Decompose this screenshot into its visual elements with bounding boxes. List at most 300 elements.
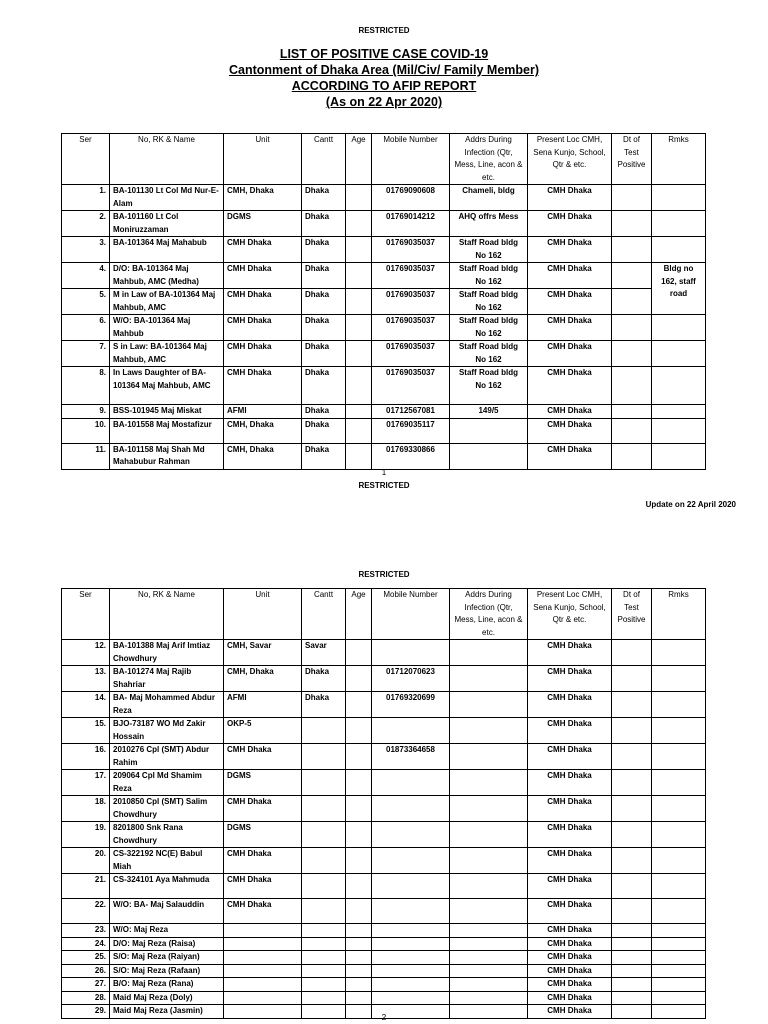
cell-cantt <box>302 874 346 899</box>
table-row <box>62 640 706 666</box>
cell-rmks <box>652 443 706 469</box>
cell-ser: 18. <box>62 796 110 822</box>
table-row <box>62 924 706 938</box>
cell-age <box>346 899 372 924</box>
cell-rmks <box>652 924 706 938</box>
cell-rmks <box>652 237 706 263</box>
cell-addr <box>450 692 528 718</box>
cell-addr <box>450 640 528 666</box>
cell-dt <box>612 848 652 874</box>
cell-name: CS-324101 Aya Mahmuda <box>110 874 224 899</box>
cell-unit: CMH Dhaka <box>224 289 302 315</box>
cell-age <box>346 367 372 405</box>
document-title <box>0 46 768 110</box>
cell-cantt <box>302 978 346 992</box>
cell-addr <box>450 770 528 796</box>
cell-dt <box>612 744 652 770</box>
cell-rmks <box>652 874 706 899</box>
cell-age <box>346 692 372 718</box>
cell-loc: CMH Dhaka <box>528 978 612 992</box>
column-header-cantt: Cantt <box>302 589 346 640</box>
column-header-dt: Dt of Test Positive <box>612 589 652 640</box>
classification-top-1: RESTRICTED <box>358 26 410 35</box>
cell-dt <box>612 237 652 263</box>
cell-ser: 3. <box>62 237 110 263</box>
cell-addr <box>450 418 528 443</box>
cell-ser: 23. <box>62 924 110 938</box>
cell-rmks <box>652 899 706 924</box>
cell-mobile: 01769014212 <box>372 211 450 237</box>
cell-mobile <box>372 924 450 938</box>
cell-ser: 1. <box>62 185 110 211</box>
cell-mobile: 01769035037 <box>372 237 450 263</box>
cell-unit: CMH Dhaka <box>224 848 302 874</box>
cell-mobile: 01769035037 <box>372 341 450 367</box>
cell-mobile <box>372 951 450 965</box>
cell-dt <box>612 937 652 951</box>
table-row <box>62 978 706 992</box>
cell-rmks <box>652 640 706 666</box>
cell-cantt: Savar <box>302 640 346 666</box>
cell-age <box>346 951 372 965</box>
cell-ser: 22. <box>62 899 110 924</box>
cell-ser: 29. <box>62 1005 110 1019</box>
cell-mobile: 01769035037 <box>372 289 450 315</box>
cell-dt <box>612 796 652 822</box>
cell-name: BJO-73187 WO Md Zakir Hossain <box>110 718 224 744</box>
cell-name: 2010276 Cpl (SMT) Abdur Rahim <box>110 744 224 770</box>
cell-dt <box>612 185 652 211</box>
cell-cantt <box>302 744 346 770</box>
cell-loc: CMH Dhaka <box>528 937 612 951</box>
column-header-addr: Addrs During Infection (Qtr, Mess, Line, acon & etc. <box>450 589 528 640</box>
cell-rmks <box>652 341 706 367</box>
cell-loc: CMH Dhaka <box>528 263 612 289</box>
positive-case-table-2 <box>61 588 706 1019</box>
cell-addr <box>450 937 528 951</box>
cell-mobile <box>372 991 450 1005</box>
cell-mobile: 01769035037 <box>372 263 450 289</box>
cell-addr <box>450 951 528 965</box>
cell-age <box>346 418 372 443</box>
cell-dt <box>612 443 652 469</box>
cell-addr: Staff Road bldg No 162 <box>450 367 528 405</box>
cell-mobile <box>372 718 450 744</box>
cell-dt <box>612 640 652 666</box>
cell-ser: 27. <box>62 978 110 992</box>
cell-cantt <box>302 991 346 1005</box>
cell-addr: Chameli, bldg <box>450 185 528 211</box>
cell-dt <box>612 978 652 992</box>
cell-mobile: 01873364658 <box>372 744 450 770</box>
cell-mobile <box>372 796 450 822</box>
page-number-1: 1 <box>381 468 387 477</box>
cell-age <box>346 718 372 744</box>
cell-age <box>346 289 372 315</box>
cell-unit: DGMS <box>224 211 302 237</box>
cell-dt <box>612 770 652 796</box>
cell-rmks <box>652 951 706 965</box>
cell-ser: 6. <box>62 315 110 341</box>
cell-loc: CMH Dhaka <box>528 418 612 443</box>
cell-mobile: 01769320699 <box>372 692 450 718</box>
cell-dt <box>612 341 652 367</box>
cell-age <box>346 964 372 978</box>
cell-age <box>346 405 372 419</box>
cell-dt <box>612 692 652 718</box>
cell-age <box>346 640 372 666</box>
table-row <box>62 666 706 692</box>
column-header-cantt: Cantt <box>302 134 346 185</box>
cell-dt <box>612 418 652 443</box>
table-row <box>62 991 706 1005</box>
cell-addr: Staff Road bldg No 162 <box>450 289 528 315</box>
cell-name: BA-101130 Lt Col Md Nur-E-Alam <box>110 185 224 211</box>
column-header-age: Age <box>346 134 372 185</box>
cell-loc: CMH Dhaka <box>528 289 612 315</box>
cell-dt <box>612 315 652 341</box>
column-header-mobile: Mobile Number <box>372 134 450 185</box>
cell-ser: 5. <box>62 289 110 315</box>
cell-age <box>346 822 372 848</box>
cell-unit: CMH Dhaka <box>224 899 302 924</box>
cell-rmks <box>652 964 706 978</box>
cell-cantt <box>302 964 346 978</box>
positive-case-table-1 <box>61 133 706 470</box>
cell-loc: CMH Dhaka <box>528 924 612 938</box>
cell-dt <box>612 951 652 965</box>
cell-mobile: 01769090608 <box>372 185 450 211</box>
table-row <box>62 185 706 211</box>
cell-rmks <box>652 744 706 770</box>
cell-age <box>346 991 372 1005</box>
column-header-addr: Addrs During Infection (Qtr, Mess, Line, acon & etc. <box>450 134 528 185</box>
cell-loc: CMH Dhaka <box>528 185 612 211</box>
cell-addr <box>450 924 528 938</box>
cell-addr: Staff Road bldg No 162 <box>450 263 528 289</box>
cell-addr: AHQ offrs Mess <box>450 211 528 237</box>
cell-age <box>346 315 372 341</box>
cell-dt <box>612 924 652 938</box>
cell-unit: CMH, Dhaka <box>224 418 302 443</box>
cell-addr <box>450 899 528 924</box>
cell-ser: 21. <box>62 874 110 899</box>
cell-mobile: 01769035117 <box>372 418 450 443</box>
table-row <box>62 418 706 443</box>
cell-mobile <box>372 899 450 924</box>
column-header-name: No, RK & Name <box>110 589 224 640</box>
cell-unit <box>224 951 302 965</box>
cell-age <box>346 443 372 469</box>
cell-loc: CMH Dhaka <box>528 991 612 1005</box>
cell-age <box>346 937 372 951</box>
table-row <box>62 744 706 770</box>
cell-name: BA-101274 Maj Rajib Shahriar <box>110 666 224 692</box>
cell-name: 2010850 Cpl (SMT) Salim Chowdhury <box>110 796 224 822</box>
cell-unit: DGMS <box>224 770 302 796</box>
column-header-dt: Dt of Test Positive <box>612 134 652 185</box>
table-row <box>62 718 706 744</box>
cell-loc: CMH Dhaka <box>528 964 612 978</box>
cell-ser: 28. <box>62 991 110 1005</box>
cell-cantt: Dhaka <box>302 692 346 718</box>
cell-loc: CMH Dhaka <box>528 744 612 770</box>
cell-mobile: 01769330866 <box>372 443 450 469</box>
cell-name: In Laws Daughter of BA-101364 Maj Mahbub, AMC <box>110 367 224 405</box>
cell-name: D/O: Maj Reza (Raisa) <box>110 937 224 951</box>
table-row <box>62 315 706 341</box>
cell-unit <box>224 964 302 978</box>
cell-unit: CMH Dhaka <box>224 263 302 289</box>
cell-dt <box>612 405 652 419</box>
cell-mobile: 01769035037 <box>372 367 450 405</box>
cell-age <box>346 796 372 822</box>
cell-addr <box>450 848 528 874</box>
cell-unit: AFMI <box>224 692 302 718</box>
cell-age <box>346 185 372 211</box>
cell-rmks <box>652 405 706 419</box>
cell-dt <box>612 822 652 848</box>
table-row <box>62 951 706 965</box>
cell-loc: CMH Dhaka <box>528 692 612 718</box>
cell-dt <box>612 899 652 924</box>
cell-rmks <box>652 937 706 951</box>
cell-loc: CMH Dhaka <box>528 315 612 341</box>
cell-ser: 19. <box>62 822 110 848</box>
cell-loc: CMH Dhaka <box>528 640 612 666</box>
title-line-2: Cantonment of Dhaka Area (Mil/Civ/ Family Member) <box>228 63 539 77</box>
cell-unit: CMH Dhaka <box>224 796 302 822</box>
cell-cantt <box>302 899 346 924</box>
cell-name: B/O: Maj Reza (Rana) <box>110 978 224 992</box>
cell-rmks <box>652 718 706 744</box>
cell-rmks <box>652 315 706 341</box>
cell-rmks <box>652 848 706 874</box>
table-row <box>62 899 706 924</box>
cell-cantt: Dhaka <box>302 405 346 419</box>
cell-mobile <box>372 964 450 978</box>
cell-name: BA-101364 Maj Mahabub <box>110 237 224 263</box>
cell-rmks <box>652 991 706 1005</box>
cell-addr <box>450 822 528 848</box>
column-header-mobile: Mobile Number <box>372 589 450 640</box>
cell-dt <box>612 964 652 978</box>
cell-cantt: Dhaka <box>302 666 346 692</box>
cell-name: S/O: Maj Reza (Raiyan) <box>110 951 224 965</box>
cell-dt <box>612 991 652 1005</box>
cell-ser: 15. <box>62 718 110 744</box>
cell-addr: Staff Road bldg No 162 <box>450 341 528 367</box>
table-row <box>62 964 706 978</box>
cell-rmks <box>652 185 706 211</box>
cell-cantt: Dhaka <box>302 367 346 405</box>
cell-loc: CMH Dhaka <box>528 211 612 237</box>
cell-age <box>346 666 372 692</box>
cell-mobile <box>372 874 450 899</box>
cell-cantt <box>302 718 346 744</box>
cell-addr <box>450 978 528 992</box>
cell-cantt: Dhaka <box>302 211 346 237</box>
cell-loc: CMH Dhaka <box>528 770 612 796</box>
cell-mobile: 01769035037 <box>372 315 450 341</box>
table-row <box>62 443 706 469</box>
cell-age <box>346 744 372 770</box>
cell-rmks <box>652 367 706 405</box>
table-row <box>62 937 706 951</box>
cell-name: BA-101160 Lt Col Moniruzzaman <box>110 211 224 237</box>
table-row <box>62 289 706 315</box>
table-row <box>62 367 706 405</box>
classification-top-2: RESTRICTED <box>358 570 410 579</box>
cell-dt <box>612 211 652 237</box>
table-row <box>62 211 706 237</box>
cell-cantt: Dhaka <box>302 263 346 289</box>
table-row <box>62 822 706 848</box>
cell-ser: 13. <box>62 666 110 692</box>
cell-age <box>346 770 372 796</box>
cell-unit: CMH, Dhaka <box>224 443 302 469</box>
cell-loc: CMH Dhaka <box>528 951 612 965</box>
table-header-row <box>62 589 706 640</box>
column-header-rmks: Rmks <box>652 134 706 185</box>
cell-age <box>346 237 372 263</box>
cell-ser: 11. <box>62 443 110 469</box>
cell-name: BA-101388 Maj Arif Imtiaz Chowdhury <box>110 640 224 666</box>
cell-unit <box>224 991 302 1005</box>
cell-name: BSS-101945 Maj Miskat <box>110 405 224 419</box>
cell-cantt <box>302 951 346 965</box>
cell-cantt: Dhaka <box>302 418 346 443</box>
cell-addr: 149/5 <box>450 405 528 419</box>
cell-dt <box>612 289 652 315</box>
cell-addr <box>450 443 528 469</box>
classification-bottom-1: RESTRICTED <box>358 481 410 490</box>
cell-name: W/O: Maj Reza <box>110 924 224 938</box>
cell-mobile <box>372 848 450 874</box>
cell-name: BA-101558 Maj Mostafizur <box>110 418 224 443</box>
cell-cantt <box>302 770 346 796</box>
cell-addr <box>450 991 528 1005</box>
cell-loc: CMH Dhaka <box>528 405 612 419</box>
cell-loc: CMH Dhaka <box>528 874 612 899</box>
cell-mobile <box>372 640 450 666</box>
cell-loc: CMH Dhaka <box>528 341 612 367</box>
cell-name: Maid Maj Reza (Doly) <box>110 991 224 1005</box>
cell-cantt: Dhaka <box>302 237 346 263</box>
cell-unit: CMH, Savar <box>224 640 302 666</box>
cell-name: W/O: BA- Maj Salauddin <box>110 899 224 924</box>
cell-rmks <box>652 418 706 443</box>
cell-mobile <box>372 937 450 951</box>
cell-rmks <box>652 692 706 718</box>
cell-unit: DGMS <box>224 822 302 848</box>
cell-mobile <box>372 978 450 992</box>
cell-age <box>346 211 372 237</box>
cell-ser: 26. <box>62 964 110 978</box>
cell-rmks <box>652 770 706 796</box>
column-header-ser: Ser <box>62 589 110 640</box>
table-row <box>62 770 706 796</box>
cell-cantt <box>302 848 346 874</box>
cell-dt <box>612 874 652 899</box>
cell-unit: CMH Dhaka <box>224 341 302 367</box>
title-line-4: (As on 22 Apr 2020) <box>325 95 443 109</box>
column-header-ser: Ser <box>62 134 110 185</box>
cell-name: BA-101158 Maj Shah Md Mahabubur Rahman <box>110 443 224 469</box>
cell-rmks: Bldg no 162, staff road <box>652 263 706 315</box>
title-line-3: ACCORDING TO AFIP REPORT <box>291 79 477 93</box>
cell-cantt: Dhaka <box>302 185 346 211</box>
cell-age <box>346 848 372 874</box>
table-row <box>62 341 706 367</box>
cell-name: CS-322192 NC(E) Babul Miah <box>110 848 224 874</box>
cell-name: D/O: BA-101364 Maj Mahbub, AMC (Medha) <box>110 263 224 289</box>
cell-ser: 9. <box>62 405 110 419</box>
cell-unit <box>224 978 302 992</box>
cell-cantt <box>302 924 346 938</box>
column-header-unit: Unit <box>224 134 302 185</box>
cell-ser: 2. <box>62 211 110 237</box>
cell-age <box>346 263 372 289</box>
table-row <box>62 848 706 874</box>
cell-cantt <box>302 796 346 822</box>
column-header-loc: Present Loc CMH, Sena Kunjo, School, Qtr & etc. <box>528 589 612 640</box>
cell-unit: CMH Dhaka <box>224 367 302 405</box>
cell-ser: 24. <box>62 937 110 951</box>
cell-cantt <box>302 822 346 848</box>
cell-unit <box>224 924 302 938</box>
cell-dt <box>612 666 652 692</box>
cell-addr: Staff Road bldg No 162 <box>450 237 528 263</box>
column-header-name: No, RK & Name <box>110 134 224 185</box>
cell-addr <box>450 744 528 770</box>
column-header-rmks: Rmks <box>652 589 706 640</box>
cell-cantt: Dhaka <box>302 341 346 367</box>
cell-loc: CMH Dhaka <box>528 899 612 924</box>
cell-cantt: Dhaka <box>302 289 346 315</box>
cell-age <box>346 341 372 367</box>
cell-loc: CMH Dhaka <box>528 666 612 692</box>
cell-unit: OKP-5 <box>224 718 302 744</box>
cell-name: 8201800 Snk Rana Chowdhury <box>110 822 224 848</box>
cell-ser: 4. <box>62 263 110 289</box>
column-header-age: Age <box>346 589 372 640</box>
cell-addr <box>450 718 528 744</box>
cell-mobile <box>372 770 450 796</box>
cell-loc: CMH Dhaka <box>528 367 612 405</box>
cell-rmks <box>652 796 706 822</box>
table-header-row <box>62 134 706 185</box>
cell-dt <box>612 718 652 744</box>
cell-unit: CMH, Dhaka <box>224 666 302 692</box>
cell-unit: CMH, Dhaka <box>224 185 302 211</box>
cell-mobile <box>372 822 450 848</box>
cell-mobile: 01712070623 <box>372 666 450 692</box>
cell-ser: 10. <box>62 418 110 443</box>
cell-mobile: 01712567081 <box>372 405 450 419</box>
cell-ser: 20. <box>62 848 110 874</box>
cell-addr <box>450 874 528 899</box>
column-header-unit: Unit <box>224 589 302 640</box>
table-row <box>62 874 706 899</box>
cell-ser: 8. <box>62 367 110 405</box>
table-row <box>62 263 706 289</box>
cell-loc: CMH Dhaka <box>528 237 612 263</box>
cell-age <box>346 978 372 992</box>
cell-loc: CMH Dhaka <box>528 822 612 848</box>
table-row <box>62 692 706 718</box>
table-row <box>62 405 706 419</box>
